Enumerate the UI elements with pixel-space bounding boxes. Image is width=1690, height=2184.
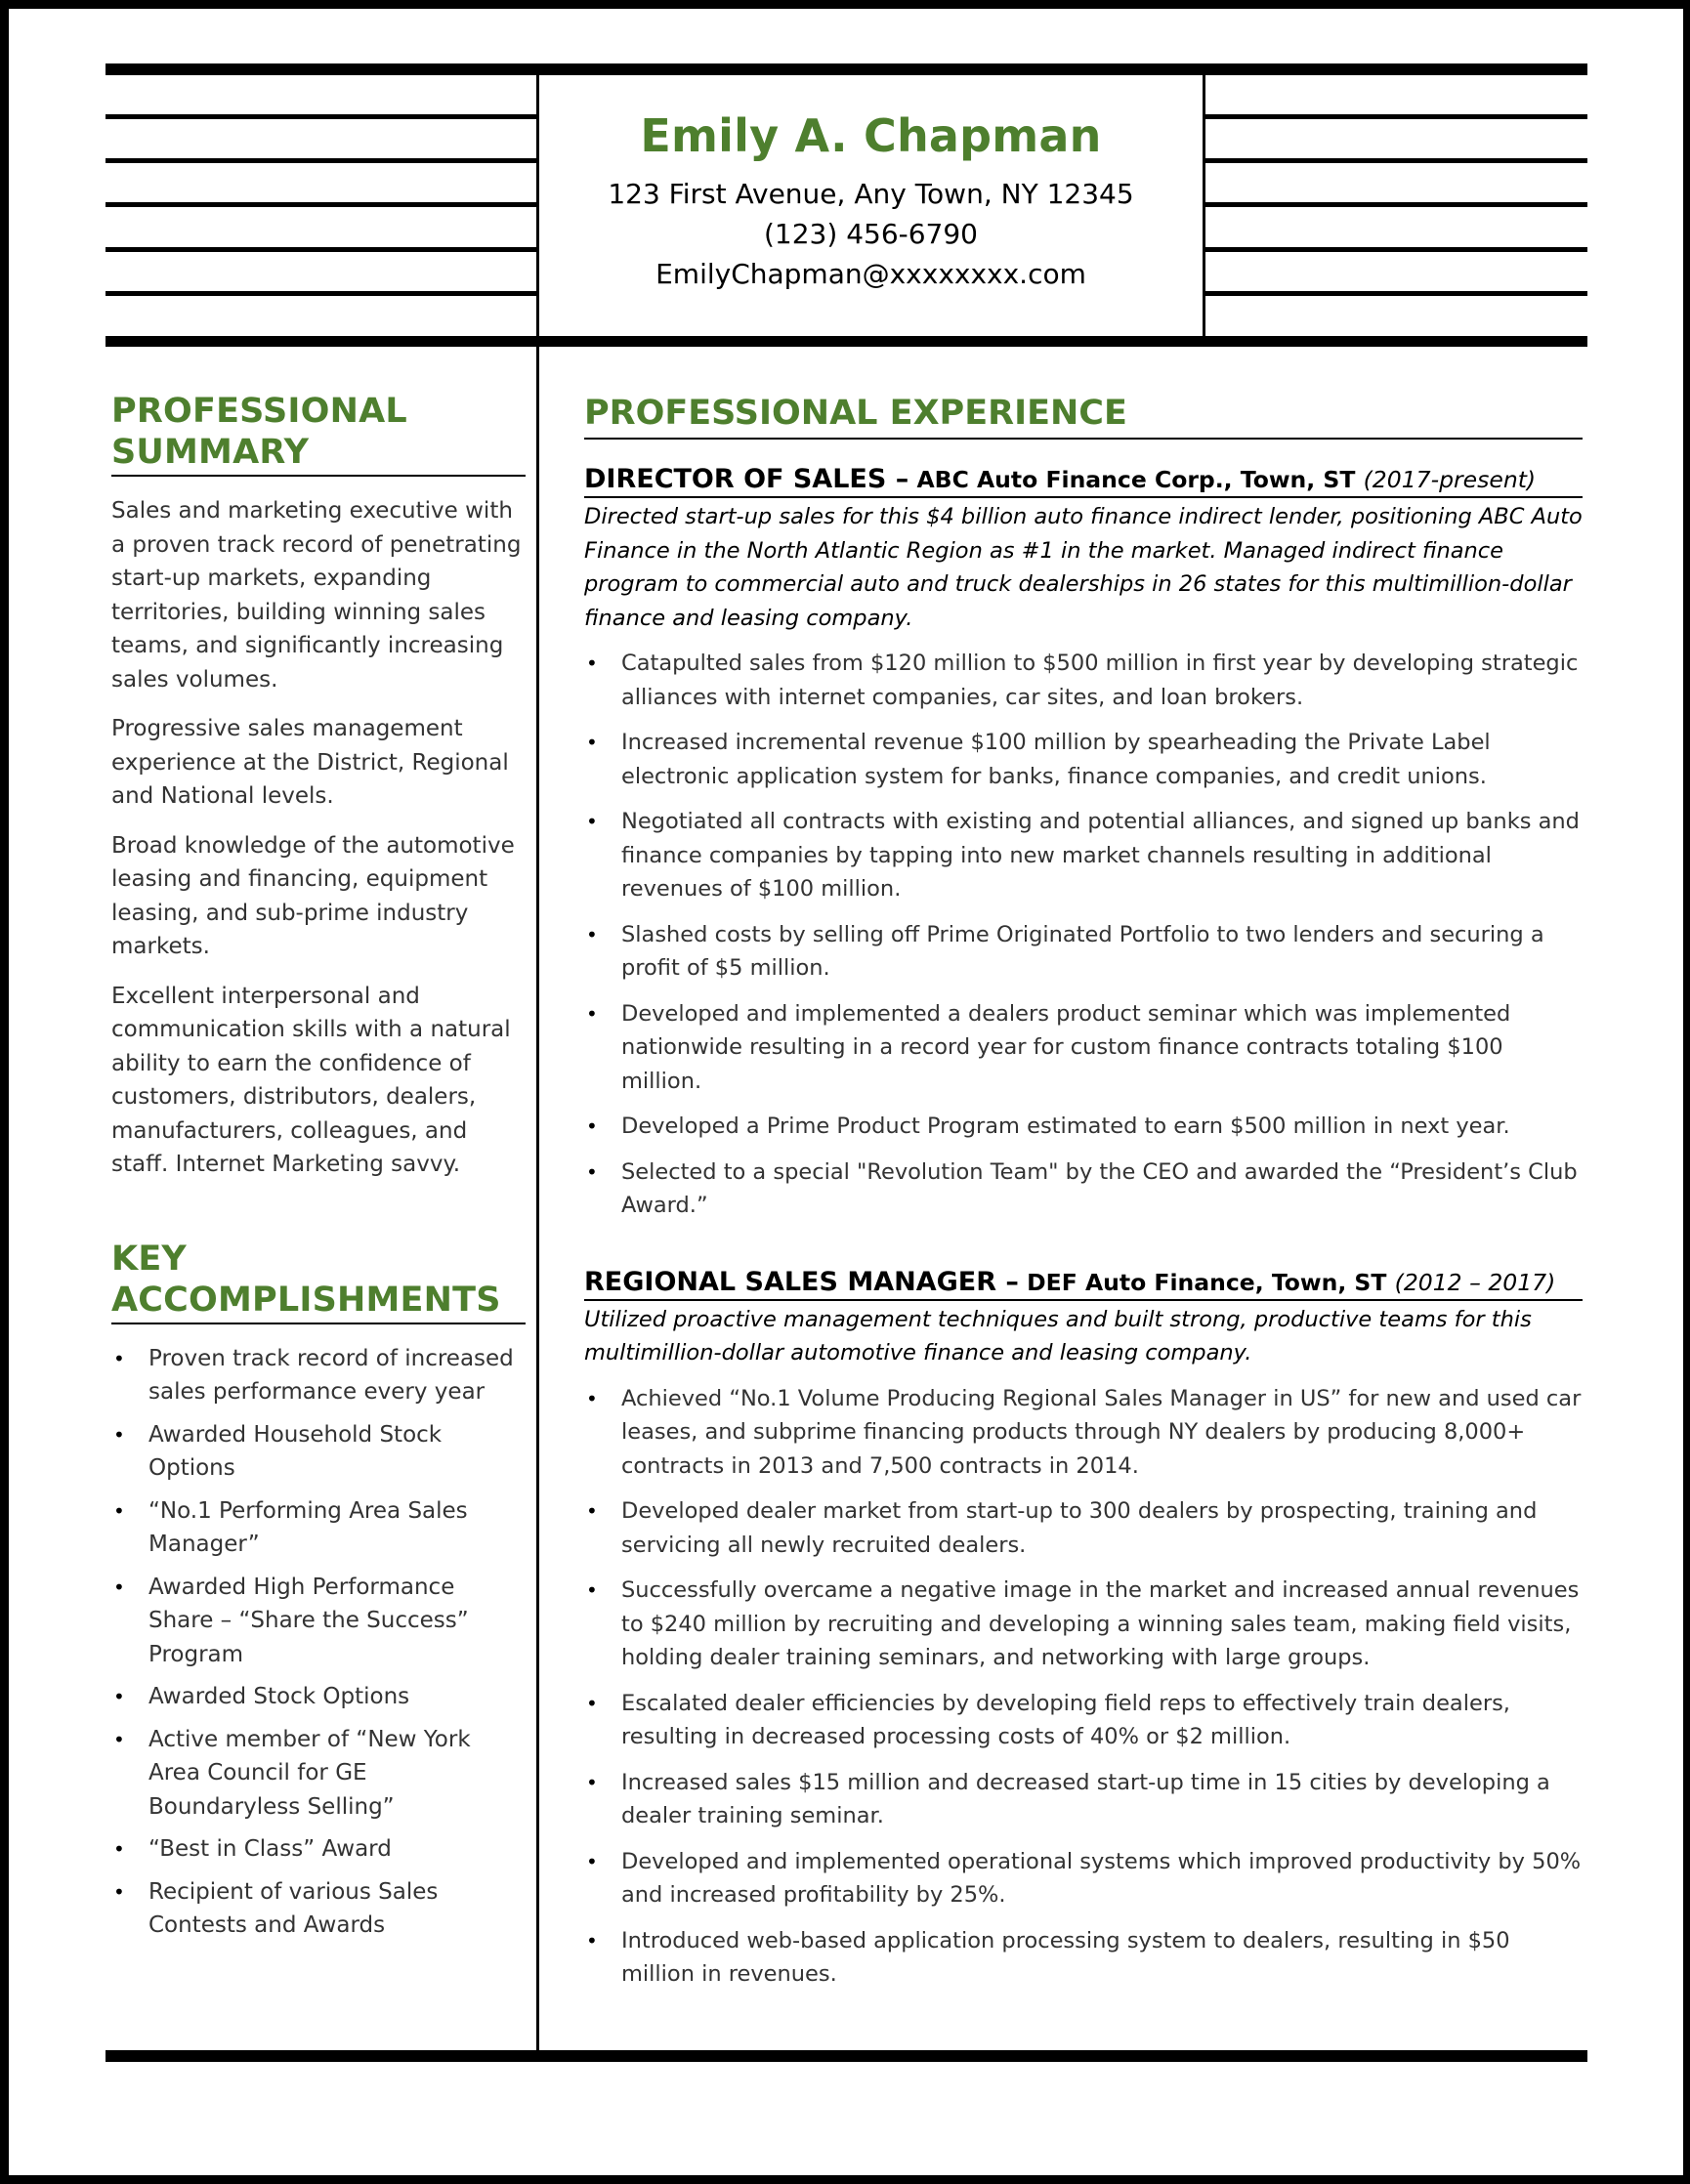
list-item [584,647,1583,714]
job-achievements-list [584,647,1583,1223]
job-title: REGIONAL SALES MANAGER – [584,1266,1019,1297]
bullet: • [586,1928,598,1953]
list-item [111,1342,526,1409]
list-item [111,1494,526,1562]
list-item-text: Recipient of various Sales Contests and Awards [148,1878,439,1938]
header-stripe-left [106,247,538,252]
bullet: • [586,922,598,946]
list-item-text: Increased incremental revenue $100 million by spearheading the Private Label electronic application system for banks, finance companies, and credit unions. [621,730,1491,789]
list-item [584,918,1583,986]
bullet: • [113,1346,125,1370]
list-item [584,1494,1583,1562]
list-item [111,1571,526,1672]
header-top-rule [106,63,1587,75]
accomplishments-heading-line1: KEY [111,1239,187,1279]
bullet: • [586,651,598,675]
bullet: • [586,1691,598,1715]
bullet: • [113,1837,125,1861]
list-item [111,1832,526,1867]
list-item-text: Developed dealer market from start-up to 300 dealers by prospecting, training and servicing all newly recruited dealers. [621,1498,1538,1558]
list-item-text: Active member of “New York Area Council for GE Boundaryless Selling” [148,1726,471,1820]
summary-paragraph: Sales and marketing executive with a proven track record of penetrating start-up markets, expanding territories, building winning sales teams, and significantly increasing sales volumes. [111,498,522,693]
list-item [584,1382,1583,1484]
bullet: • [586,810,598,833]
list-item-text: Negotiated all contracts with existing and potential alliances, and signed up banks and finance companies by tapping into new market channels resulting in additional revenues of $100 million. [621,809,1580,902]
list-item-text: Introduced web-based application processing system to dealers, resulting in $50 million in revenues. [621,1927,1510,1987]
header-stripe-right [1205,291,1587,296]
list-item-text: Catapulted sales from $120 million to $500 million in first year by developing strategic alliances with internet companies, car sites, and loan brokers. [621,651,1579,710]
accomplishments-heading-line2: ACCOMPLISHMENTS [111,1280,501,1320]
list-item [584,1110,1583,1144]
job-company: ABC Auto Finance Corp., Town, ST [916,466,1356,493]
list-item [111,1723,526,1825]
header-stripe-left [106,291,538,296]
list-item-text: Achieved “No.1 Volume Producing Regional Sales Manager in US” for new and used car leases, and subprime financing products through NY dealers by producing 8,000+ contracts in 2013 and 7,500 contracts in 2014. [621,1385,1582,1479]
job-dates: (2017-present) [1363,466,1537,493]
list-item-text: Selected to a special "Revolution Team" by the CEO and awarded the “President’s Club Award.” [621,1158,1578,1218]
list-item-text: Proven track record of increased sales performance every year [148,1345,514,1405]
list-item [584,1845,1583,1912]
bullet: • [586,1499,598,1523]
column-divider [536,347,539,2051]
bullet: • [113,1422,125,1447]
header-bottom-rule [106,336,1587,347]
summary-paragraph: Progressive sales management experience at the District, Regional and National levels. [111,716,509,809]
job-header [584,463,1583,498]
bullet: • [113,1727,125,1751]
accomplishments-list [111,1342,526,1943]
summary-heading-line2: SUMMARY [111,433,310,472]
header-stripe-right [1205,202,1587,207]
job-title: DIRECTOR OF SALES – [584,464,909,494]
list-item [584,1924,1583,1992]
list-item-text: Slashed costs by selling off Prime Originated Portfolio to two lenders and securing a profit of $5 million. [621,921,1544,981]
list-item [584,1687,1583,1754]
left-column [111,391,526,1943]
list-item [584,997,1583,1099]
bullet: • [586,731,598,754]
right-column [584,393,1583,1992]
list-item-text: Awarded Household Stock Options [148,1421,443,1481]
header-stripe-left [106,202,538,207]
list-item-text: Escalated dealer efficiencies by developing field reps to effectively train dealers, resulting in decreased processing costs of 40% or $2 million. [621,1690,1510,1749]
bullet: • [113,1879,125,1904]
list-item [111,1680,526,1714]
bullet: • [586,1849,598,1873]
job-description: Directed start-up sales for this $4 billion auto finance indirect lender, positioning ABC Auto Finance in the North Atlantic Region as #1 in the market. Managed indirect finance program to commercial auto and truck dealerships in 26 states for this multimillion-dollar finance and leasing company. [584,504,1583,631]
bullet: • [586,1159,598,1184]
job-description: Utilized proactive management techniques and built strong, productive teams for this multimillion-dollar automotive finance and leasing company. [584,1306,1532,1365]
job-dates: (2012 – 2017) [1394,1268,1556,1296]
accomplishments-heading [111,1239,526,1324]
header-stripe-left [106,158,538,163]
header-stripe-right [1205,247,1587,252]
header-stripe-left [106,114,538,119]
bullet: • [113,1498,125,1523]
list-item [584,1766,1583,1833]
list-item [584,1574,1583,1675]
list-item [584,726,1583,793]
header-stripe-right [1205,158,1587,163]
list-item-text: Awarded Stock Options [148,1684,410,1709]
list-item-text: Successfully overcame a negative image in the market and increased annual revenues to $240 million by recruiting and developing a winning sales team, making field visits, holding dealer training seminars, and networking with large groups. [621,1577,1580,1670]
email: EmilyChapman@xxxxxxxx.com [655,258,1086,290]
list-item-text: Developed a Prime Product Program estimated to earn $500 million in next year. [621,1113,1510,1139]
job-header [584,1266,1583,1301]
header-stripe-right [1205,114,1587,119]
list-item [111,1418,526,1486]
list-item-text: Developed and implemented a dealers product seminar which was implemented nationwide resulting in a record year for custom finance contracts totaling $100 million. [621,1000,1511,1094]
summary-paragraph: Broad knowledge of the automotive leasing and financing, equipment leasing, and sub-prime industry markets. [111,832,515,959]
address: 123 First Avenue, Any Town, NY 12345 [608,178,1134,210]
bullet: • [586,1770,598,1794]
job-achievements-list [584,1382,1583,1992]
summary-paragraph: Excellent interpersonal and communication skills with a natural ability to earn the confidence of customers, distributors, dealers, manufacturers, colleagues, and staff. Internet Marketing savvy. [111,983,511,1177]
list-item-text: Increased sales $15 million and decreased start-up time in 15 cities by developing a dealer training seminar. [621,1769,1550,1828]
list-item [111,1875,526,1943]
candidate-name: Emily A. Chapman [640,109,1102,162]
experience-heading: PROFESSIONAL EXPERIENCE [584,393,1583,440]
bullet: • [586,1114,598,1138]
bullet: • [586,1578,598,1602]
footer-rule [106,2050,1587,2062]
bullet: • [113,1575,125,1599]
list-item-text: “No.1 Performing Area Sales Manager” [148,1497,468,1557]
bullet: • [586,1386,598,1410]
list-item-text: “Best in Class” Award [148,1836,392,1862]
job-company: DEF Auto Finance, Town, ST [1027,1268,1387,1296]
phone: (123) 456-6790 [764,218,978,250]
list-item-text: Awarded High Performance Share – “Share the Success” Program [148,1574,469,1667]
bullet: • [113,1685,125,1708]
summary-heading [111,391,526,477]
list-item [584,1155,1583,1223]
summary-heading-line1: PROFESSIONAL [111,392,407,431]
bullet: • [586,1001,598,1026]
list-item-text: Developed and implemented operational systems which improved productivity by 50% and increased profitability by 25%. [621,1848,1582,1908]
list-item [584,805,1583,906]
